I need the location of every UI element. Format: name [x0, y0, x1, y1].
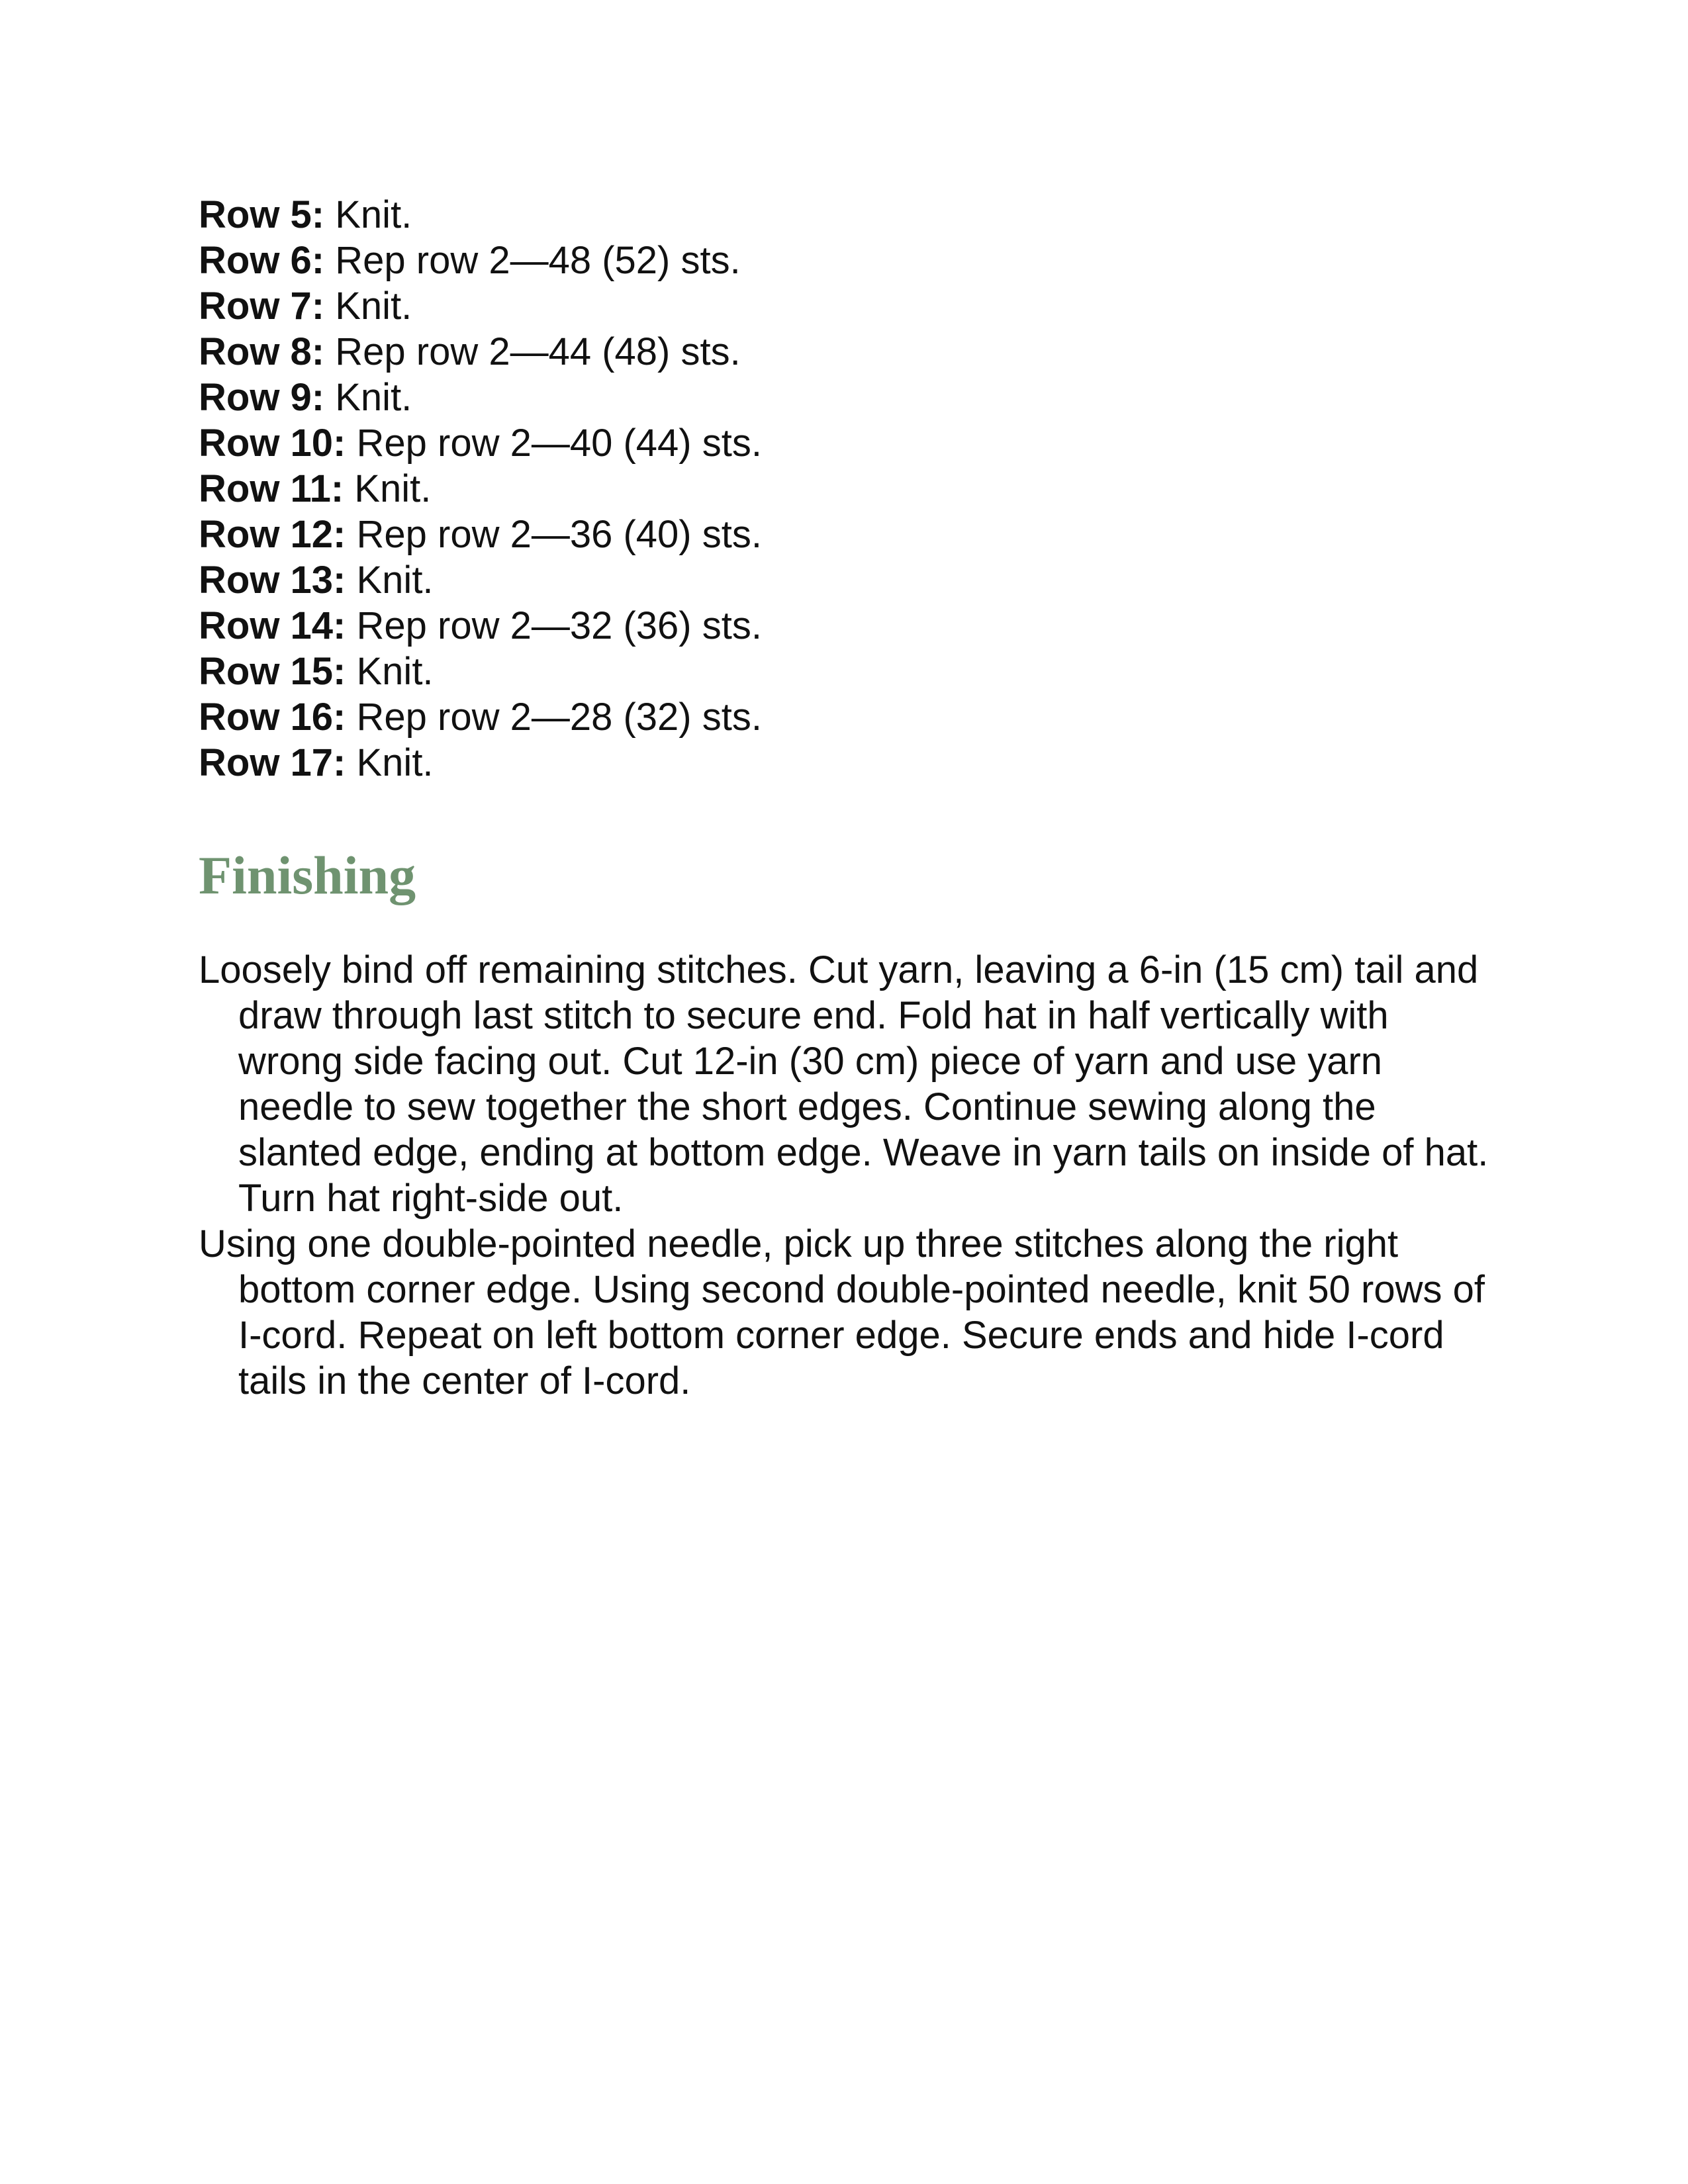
- row-instruction: [199, 557, 1489, 603]
- row-text: Knit.: [346, 741, 434, 784]
- row-label: Row 12:: [199, 513, 346, 556]
- finishing-heading: Finishing: [199, 845, 416, 905]
- row-label: Row 9:: [199, 376, 325, 419]
- finishing-section: [199, 947, 1489, 1404]
- row-instruction: [199, 238, 1489, 283]
- finishing-paragraph: Loosely bind off remaining stitches. Cut yarn, leaving a 6-in (15 cm) tail and draw through last stitch to secure end. Fold hat in half vertically with wrong side facing out. Cut 12-in (30 cm) piece of yarn and use yarn needle to sew together the short edges. Continue sewing along the slanted edge, ending at bottom edge. Weave in yarn tails on inside of hat. Turn hat right-side out.: [199, 948, 1489, 1220]
- row-text: Rep row 2—44 (48) sts.: [324, 330, 741, 373]
- row-text: Knit.: [346, 650, 434, 693]
- row-label: Row 14:: [199, 604, 346, 647]
- row-label: Row 8:: [199, 330, 325, 373]
- row-instruction: [199, 512, 1489, 557]
- row-label: Row 15:: [199, 650, 346, 693]
- row-text: Knit.: [324, 376, 412, 419]
- row-text: Knit.: [346, 559, 434, 602]
- row-label: Row 16:: [199, 696, 346, 739]
- finishing-paragraph: Using one double-pointed needle, pick up three stitches along the right bottom corner edge. Using second double-pointed needle, knit 50 rows of I-cord. Repeat on left bottom corner edge. Secure ends and hide I-cord tails in the center of I-cord.: [199, 1222, 1485, 1402]
- row-instruction: [199, 420, 1489, 466]
- row-label: Row 13:: [199, 559, 346, 602]
- row-instruction: [199, 649, 1489, 694]
- row-instruction: [199, 375, 1489, 420]
- row-text: Rep row 2—32 (36) sts.: [346, 604, 762, 647]
- row-text: Rep row 2—40 (44) sts.: [346, 422, 762, 465]
- row-label: Row 7:: [199, 285, 325, 328]
- row-text: Knit.: [324, 193, 412, 236]
- row-label: Row 5:: [199, 193, 325, 236]
- row-text: Rep row 2—48 (52) sts.: [324, 239, 741, 282]
- row-label: Row 17:: [199, 741, 346, 784]
- row-instruction: [199, 466, 1489, 512]
- row-instruction: [199, 694, 1489, 740]
- row-text: Knit.: [324, 285, 412, 328]
- row-instruction: [199, 740, 1489, 786]
- row-text: Rep row 2—36 (40) sts.: [346, 513, 762, 556]
- row-text: Rep row 2—28 (32) sts.: [346, 696, 762, 739]
- row-instruction: [199, 192, 1489, 238]
- row-text: Knit.: [344, 467, 432, 510]
- row-instruction: [199, 603, 1489, 649]
- row-label: Row 6:: [199, 239, 325, 282]
- row-instruction: [199, 283, 1489, 329]
- row-label: Row 11:: [199, 467, 344, 510]
- row-instruction: [199, 329, 1489, 375]
- row-instructions-list: [199, 192, 1489, 786]
- document-page: [199, 192, 1489, 1404]
- row-label: Row 10:: [199, 422, 346, 465]
